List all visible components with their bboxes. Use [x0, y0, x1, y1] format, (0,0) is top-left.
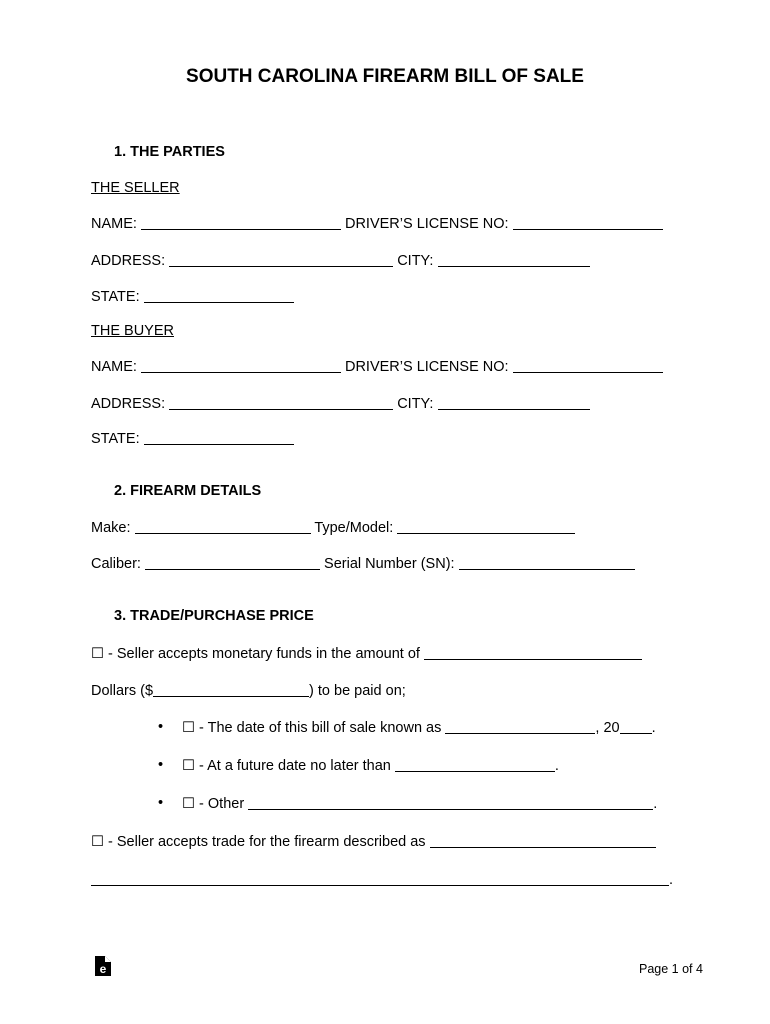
state-label: STATE:: [91, 431, 140, 447]
trade-row: [91, 833, 656, 851]
monetary-checkbox-label[interactable]: ☐ - Seller accepts monetary funds in the amount of: [91, 646, 420, 662]
sale-date-field[interactable]: [445, 719, 595, 734]
buyer-address-field[interactable]: [169, 395, 393, 410]
dl-label: DRIVER’S LICENSE NO:: [344, 359, 509, 375]
buyer-heading: THE BUYER: [91, 323, 174, 339]
address-label: ADDRESS:: [91, 253, 166, 269]
trade-description-field-2[interactable]: [91, 871, 669, 886]
type-model-label: Type/Model:: [314, 520, 394, 536]
seller-heading: THE SELLER: [91, 180, 180, 196]
seller-address-field[interactable]: [169, 252, 393, 267]
period: .: [554, 758, 559, 774]
option-future-date: [182, 757, 559, 775]
serial-field[interactable]: [459, 555, 635, 570]
option-3-label[interactable]: ☐ - Other: [182, 796, 245, 812]
make-field[interactable]: [135, 519, 311, 534]
dollars-field[interactable]: [153, 682, 309, 697]
trade-continuation-row: [91, 871, 673, 889]
bullet-1: •: [158, 719, 164, 735]
address-label: ADDRESS:: [91, 396, 166, 412]
dollars-prefix: Dollars ($: [91, 683, 154, 699]
buyer-name-field[interactable]: [141, 358, 341, 373]
seller-name-field[interactable]: [141, 215, 341, 230]
name-label: NAME:: [91, 216, 137, 232]
buyer-name-row: [91, 358, 663, 376]
section-heading-price: 3. TRADE/PURCHASE PRICE: [114, 608, 314, 624]
serial-label: Serial Number (SN):: [324, 556, 455, 572]
trade-checkbox-label[interactable]: ☐ - Seller accepts trade for the firearm described as: [91, 834, 426, 850]
period: .: [651, 720, 656, 736]
future-date-field[interactable]: [395, 757, 555, 772]
buyer-state-row: [91, 430, 294, 448]
other-field[interactable]: [248, 795, 653, 810]
section-heading-parties: 1. THE PARTIES: [114, 144, 225, 160]
option-bill-of-sale-date: [182, 719, 656, 737]
section-heading-firearm: 2. FIREARM DETAILS: [114, 483, 262, 499]
option-other: [182, 795, 657, 813]
city-label: CITY:: [397, 396, 434, 412]
city-label: CITY:: [397, 253, 434, 269]
seller-state-row: [91, 288, 294, 306]
state-label: STATE:: [91, 289, 140, 305]
bullet-3: •: [158, 795, 164, 811]
page-number: Page 1 of 4: [639, 962, 703, 976]
bullet-2: •: [158, 757, 164, 773]
buyer-dl-field[interactable]: [513, 358, 663, 373]
year-prefix: , 20: [595, 720, 620, 736]
seller-state-field[interactable]: [144, 288, 294, 303]
document-title: SOUTH CAROLINA FIREARM BILL OF SALE: [186, 66, 584, 87]
seller-name-row: [91, 215, 663, 233]
make-label: Make:: [91, 520, 131, 536]
name-label: NAME:: [91, 359, 137, 375]
seller-city-field[interactable]: [438, 252, 590, 267]
year-field[interactable]: [620, 719, 652, 734]
buyer-city-field[interactable]: [438, 395, 590, 410]
amount-words-field[interactable]: [424, 645, 642, 660]
caliber-label: Caliber:: [91, 556, 141, 572]
monetary-row: [91, 645, 642, 663]
trade-description-field[interactable]: [430, 833, 656, 848]
dollars-suffix: ) to be paid on;: [309, 683, 406, 699]
period: .: [653, 796, 658, 812]
dollars-row: [91, 682, 406, 700]
option-1-label[interactable]: ☐ - The date of this bill of sale known as: [182, 720, 442, 736]
buyer-state-field[interactable]: [144, 430, 294, 445]
buyer-address-row: [91, 395, 590, 413]
caliber-field[interactable]: [145, 555, 320, 570]
seller-address-row: [91, 252, 590, 270]
svg-text:e: e: [99, 962, 107, 976]
period: .: [669, 872, 674, 888]
caliber-row: [91, 555, 635, 573]
make-row: [91, 519, 575, 537]
dl-label: DRIVER’S LICENSE NO:: [344, 216, 509, 232]
eforms-logo-icon: [95, 956, 111, 976]
type-model-field[interactable]: [397, 519, 575, 534]
option-2-label[interactable]: ☐ - At a future date no later than: [182, 758, 391, 774]
seller-dl-field[interactable]: [513, 215, 663, 230]
